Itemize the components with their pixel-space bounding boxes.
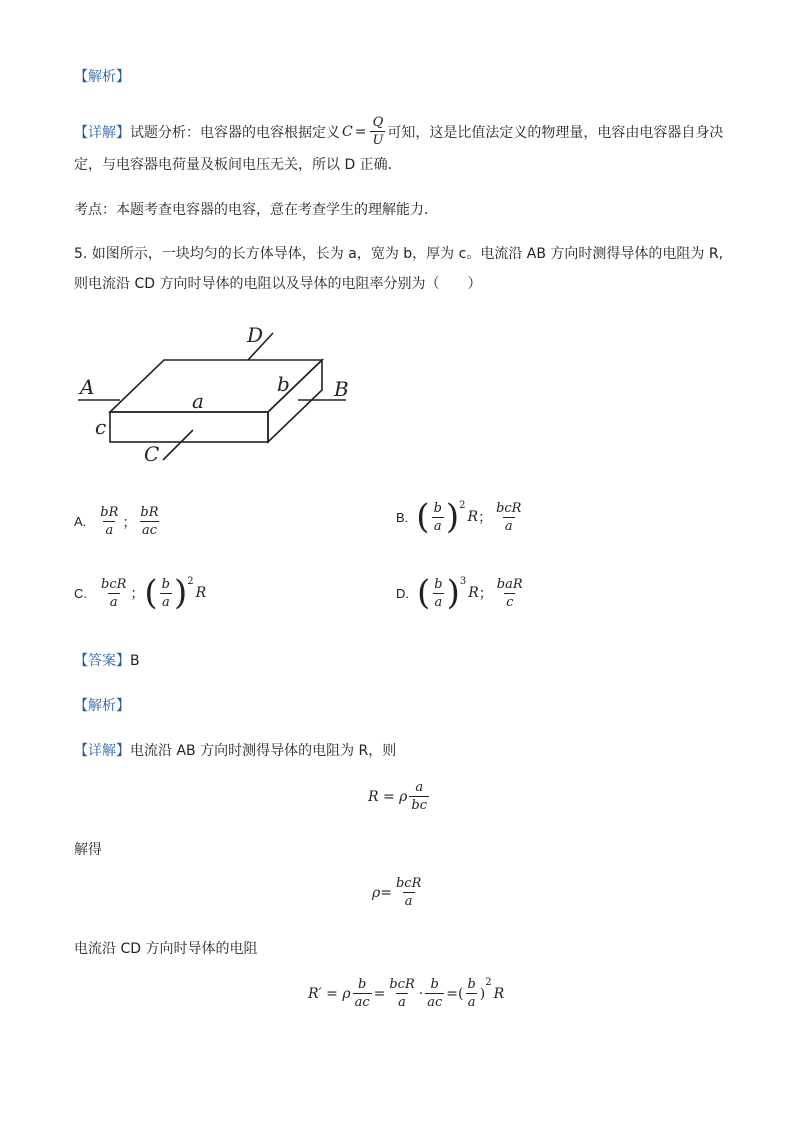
option-A-f1-den: a [105, 523, 114, 538]
eq3-fraction-1 [353, 977, 372, 1010]
equation-2 [372, 876, 425, 909]
answer-value: B [130, 653, 140, 669]
kaodian-line: 考点：本题考查电容器的电容，意在考查学生的理解能力． [74, 202, 438, 218]
option-D-f2-den: c [506, 594, 514, 610]
eq3-f1-den: ac [354, 995, 370, 1010]
cd-direction-text: 电流沿 CD 方向时导体的电阻 [74, 941, 258, 957]
option-A-fraction-1 [98, 505, 120, 538]
section-header-analysis-2: 【解析】 [74, 698, 130, 714]
option-B-fraction-2 [494, 501, 523, 534]
option-C-open-paren: ( [144, 573, 158, 613]
option-C-fraction-1 [99, 577, 128, 610]
option-D-p-den: a [434, 594, 443, 610]
option-B-p-den: a [433, 518, 442, 534]
answer-line [74, 650, 140, 670]
eq3-fraction-3 [425, 977, 444, 1010]
option-C[interactable] [74, 573, 207, 613]
eq1-lhs: R = ρ [368, 788, 408, 805]
option-D-tail: R [468, 585, 479, 601]
option-D-exponent: 3 [459, 576, 467, 587]
option-A-f2-den: ac [141, 523, 157, 538]
option-C-f1-den: a [109, 594, 118, 610]
eq3-fraction-2 [387, 977, 416, 1010]
answer-tag: 【答案】 [74, 653, 130, 669]
option-D-p-num: b [434, 576, 443, 592]
label-b: b [277, 372, 290, 396]
eq3-close-paren: ) [479, 985, 486, 1002]
option-A-f1-num: bR [100, 505, 119, 520]
detail2-text: 电流沿 AB 方向时测得导体的电阻为 R，则 [130, 743, 397, 759]
eq3-f4-den: a [467, 995, 476, 1010]
option-A-fraction-2 [138, 505, 160, 538]
option-A-f2-num: bR [140, 505, 159, 520]
option-C-paren-fraction [160, 577, 172, 610]
option-C-sep: ； [130, 586, 145, 602]
eq1-num: a [415, 780, 424, 795]
eq3-f2-num: bcR [389, 977, 415, 992]
option-A-sep: ； [122, 514, 137, 531]
eq3-f3-den: ac [427, 995, 443, 1010]
option-D-fraction-2 [495, 577, 525, 610]
option-B-f2-den: a [504, 518, 513, 534]
option-D-open-paren: ( [417, 573, 431, 613]
option-D-close-paren: ) [446, 573, 460, 613]
detail-line-1 [74, 115, 723, 148]
question-5-line-1: 5. 如图所示，一块均匀的长方体导体，长为 a，宽为 b，厚为 c。电流沿 AB 方向时测得导体的电阻为 R, [74, 246, 724, 262]
eq3-fraction-4 [465, 977, 477, 1010]
label-a: a [192, 389, 204, 413]
eq2-fraction [394, 876, 423, 909]
detail-tag: 【详解】 [74, 124, 130, 141]
label-C: C [144, 442, 160, 466]
cuboid-front-face [110, 412, 268, 442]
detail-text-pre: 试题分析：电容器的电容根据定义 [130, 124, 340, 141]
option-B[interactable] [396, 497, 525, 537]
equation-3 [308, 977, 504, 1010]
eq3-equals-2: =( [446, 985, 464, 1002]
option-D-sep: ； [478, 586, 493, 602]
option-A[interactable] [74, 505, 163, 538]
option-C-exponent: 2 [187, 576, 194, 587]
formula-lhs: C [342, 123, 353, 140]
eq3-f2-den: a [398, 995, 406, 1010]
question-5-line-2: 则电流沿 CD 方向时导体的电阻以及导体的电阻率分别为（ ） [74, 276, 482, 292]
option-B-open-paren: ( [416, 497, 430, 537]
eq3-dot: · [418, 985, 424, 1002]
option-B-paren-fraction [432, 501, 444, 534]
option-B-close-paren: ) [445, 497, 460, 537]
formula-numerator: Q [372, 115, 384, 130]
option-B-tail: R [467, 509, 479, 525]
option-C-tail: R [195, 585, 207, 601]
eq3-f1-num: b [357, 977, 367, 992]
option-C-label: C. [74, 585, 87, 601]
option-C-close-paren: ) [173, 573, 188, 613]
eq3-exponent: 2 [485, 977, 492, 988]
detail2-line [74, 740, 396, 760]
eq1-fraction [409, 780, 429, 813]
detail-text-post: 可知，这是比值法定义的物理量，电容由电容器自身决 [387, 124, 724, 141]
formula-fraction [370, 115, 385, 148]
formula-eq: = [354, 123, 367, 140]
option-C-p-num: b [161, 576, 170, 592]
eq3-f3-num: b [430, 977, 439, 992]
lead-C [163, 430, 193, 460]
option-B-f2-num: bcR [496, 500, 522, 516]
label-D: D [247, 323, 264, 347]
formula-denominator: U [372, 133, 384, 148]
jiede-label: 解得 [74, 842, 102, 858]
label-B: B [334, 377, 349, 401]
cuboid-figure [70, 318, 370, 468]
label-A: A [80, 375, 95, 399]
option-B-exponent: 2 [459, 500, 466, 511]
option-B-sep: ； [478, 510, 493, 526]
option-D-f2-num: baR [496, 576, 523, 592]
equation-1 [368, 780, 431, 813]
option-B-p-num: b [433, 500, 442, 516]
option-D-label: D. [396, 585, 409, 601]
option-D-paren-fraction [432, 577, 444, 610]
section-header-analysis-1: 【解析】 [74, 69, 130, 85]
eq3-lhs: R′ = ρ [308, 985, 351, 1002]
option-C-f1-num: bcR [101, 576, 127, 592]
option-B-label: B. [396, 509, 409, 525]
eq1-den: bc [411, 798, 428, 813]
option-A-label: A. [74, 514, 87, 529]
eq2-num: bcR [395, 876, 422, 891]
eq3-f4-num: b [467, 977, 476, 992]
eq2-lhs: ρ= [372, 884, 392, 901]
eq2-den: a [404, 894, 413, 909]
eq3-equals-1: = [373, 985, 386, 1002]
option-C-p-den: a [161, 594, 170, 610]
cuboid-outline [78, 333, 346, 460]
detail-line-2: 定，与电容器电荷量及板间电压无关，所以 D 正确． [74, 157, 402, 173]
detail2-tag: 【详解】 [74, 743, 130, 759]
cuboid-top-face [110, 360, 322, 412]
eq3-tail: R [493, 985, 505, 1002]
option-D[interactable] [396, 573, 527, 613]
label-c: c [95, 415, 107, 439]
